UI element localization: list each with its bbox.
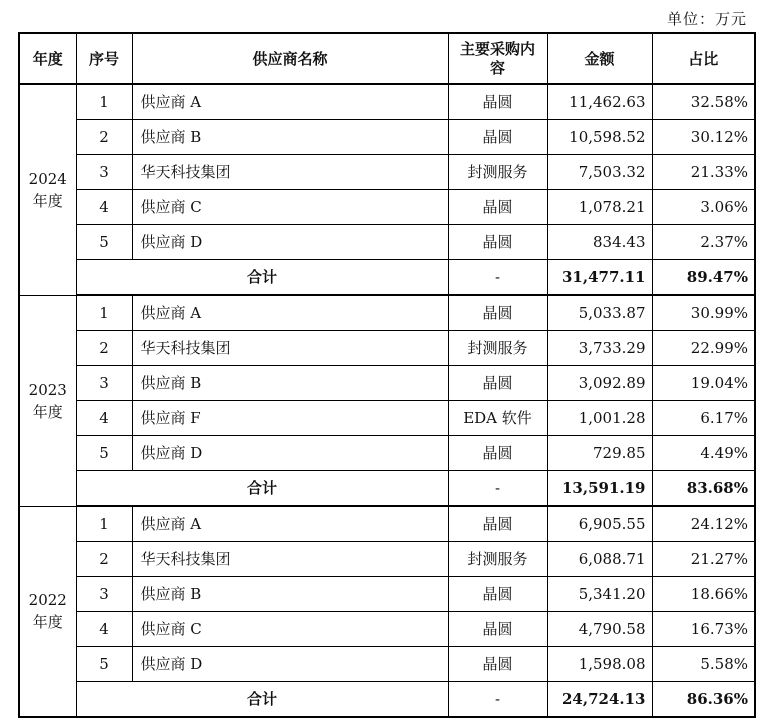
table-row (19, 647, 755, 682)
seq-cell: 4 (76, 612, 132, 647)
total-label: 合计 (76, 471, 448, 507)
content-cell: 晶圆 (448, 120, 547, 155)
amount-cell: 3,092.89 (547, 366, 652, 401)
total-row (19, 682, 755, 718)
total-content: - (448, 682, 547, 718)
content-cell: 晶圆 (448, 295, 547, 331)
supplier-name-cell: 供应商 B (132, 577, 448, 612)
header-year: 年度 (19, 33, 76, 84)
content-cell: 晶圆 (448, 577, 547, 612)
table-row (19, 506, 755, 542)
ratio-cell: 32.58% (652, 84, 755, 120)
content-cell: 封测服务 (448, 331, 547, 366)
supplier-name-cell: 供应商 D (132, 225, 448, 260)
amount-cell: 834.43 (547, 225, 652, 260)
total-ratio: 83.68% (652, 471, 755, 507)
amount-cell: 6,088.71 (547, 542, 652, 577)
seq-cell: 1 (76, 295, 132, 331)
content-cell: 晶圆 (448, 84, 547, 120)
seq-cell: 2 (76, 542, 132, 577)
amount-cell: 1,001.28 (547, 401, 652, 436)
ratio-cell: 30.99% (652, 295, 755, 331)
supplier-name-cell: 供应商 D (132, 436, 448, 471)
seq-cell: 3 (76, 577, 132, 612)
seq-cell: 3 (76, 366, 132, 401)
supplier-table (18, 32, 756, 718)
year-cell: 2022年度 (19, 506, 76, 717)
seq-cell: 2 (76, 331, 132, 366)
ratio-cell: 22.99% (652, 331, 755, 366)
ratio-cell: 3.06% (652, 190, 755, 225)
total-ratio: 86.36% (652, 682, 755, 718)
amount-cell: 11,462.63 (547, 84, 652, 120)
seq-cell: 5 (76, 436, 132, 471)
table-row (19, 225, 755, 260)
seq-cell: 5 (76, 647, 132, 682)
amount-cell: 4,790.58 (547, 612, 652, 647)
header-supplier: 供应商名称 (132, 33, 448, 84)
total-row (19, 260, 755, 296)
amount-cell: 1,598.08 (547, 647, 652, 682)
amount-cell: 5,341.20 (547, 577, 652, 612)
header-amount: 金额 (547, 33, 652, 84)
ratio-cell: 18.66% (652, 577, 755, 612)
ratio-cell: 24.12% (652, 506, 755, 542)
content-cell: 晶圆 (448, 647, 547, 682)
content-cell: EDA 软件 (448, 401, 547, 436)
total-label: 合计 (76, 682, 448, 718)
content-cell: 晶圆 (448, 225, 547, 260)
table-row (19, 120, 755, 155)
ratio-cell: 5.58% (652, 647, 755, 682)
table-row (19, 84, 755, 120)
year-group-2022 (19, 506, 755, 717)
header-seq: 序号 (76, 33, 132, 84)
total-amount: 24,724.13 (547, 682, 652, 718)
seq-cell: 4 (76, 401, 132, 436)
year-cell: 2024年度 (19, 84, 76, 295)
total-content: - (448, 471, 547, 507)
unit-note: 单位：万元 (666, 10, 747, 28)
year-cell: 2023年度 (19, 295, 76, 506)
ratio-cell: 21.33% (652, 155, 755, 190)
supplier-name-cell: 供应商 A (132, 506, 448, 542)
seq-cell: 2 (76, 120, 132, 155)
ratio-cell: 6.17% (652, 401, 755, 436)
supplier-name-cell: 华天科技集团 (132, 331, 448, 366)
amount-cell: 729.85 (547, 436, 652, 471)
ratio-cell: 2.37% (652, 225, 755, 260)
table-row (19, 190, 755, 225)
content-cell: 晶圆 (448, 366, 547, 401)
header-ratio: 占比 (652, 33, 755, 84)
seq-cell: 4 (76, 190, 132, 225)
supplier-name-cell: 供应商 C (132, 612, 448, 647)
table-row (19, 295, 755, 331)
supplier-name-cell: 供应商 D (132, 647, 448, 682)
table-row (19, 612, 755, 647)
ratio-cell: 30.12% (652, 120, 755, 155)
total-amount: 31,477.11 (547, 260, 652, 296)
content-cell: 晶圆 (448, 612, 547, 647)
supplier-name-cell: 供应商 A (132, 84, 448, 120)
table-row (19, 331, 755, 366)
table-row (19, 577, 755, 612)
content-cell: 封测服务 (448, 155, 547, 190)
header-content: 主要采购内容 (448, 33, 547, 84)
total-row (19, 471, 755, 507)
table-row (19, 436, 755, 471)
total-ratio: 89.47% (652, 260, 755, 296)
supplier-name-cell: 华天科技集团 (132, 155, 448, 190)
content-cell: 晶圆 (448, 506, 547, 542)
amount-cell: 6,905.55 (547, 506, 652, 542)
seq-cell: 3 (76, 155, 132, 190)
table-row (19, 366, 755, 401)
content-cell: 封测服务 (448, 542, 547, 577)
seq-cell: 5 (76, 225, 132, 260)
ratio-cell: 16.73% (652, 612, 755, 647)
amount-cell: 10,598.52 (547, 120, 652, 155)
seq-cell: 1 (76, 506, 132, 542)
supplier-name-cell: 华天科技集团 (132, 542, 448, 577)
ratio-cell: 19.04% (652, 366, 755, 401)
ratio-cell: 4.49% (652, 436, 755, 471)
amount-cell: 5,033.87 (547, 295, 652, 331)
amount-cell: 7,503.32 (547, 155, 652, 190)
total-label: 合计 (76, 260, 448, 296)
supplier-name-cell: 供应商 F (132, 401, 448, 436)
ratio-cell: 21.27% (652, 542, 755, 577)
table-row (19, 401, 755, 436)
amount-cell: 3,733.29 (547, 331, 652, 366)
supplier-name-cell: 供应商 B (132, 120, 448, 155)
header-row (19, 33, 755, 84)
supplier-name-cell: 供应商 C (132, 190, 448, 225)
supplier-name-cell: 供应商 B (132, 366, 448, 401)
seq-cell: 1 (76, 84, 132, 120)
table-row (19, 155, 755, 190)
total-amount: 13,591.19 (547, 471, 652, 507)
content-cell: 晶圆 (448, 436, 547, 471)
content-cell: 晶圆 (448, 190, 547, 225)
total-content: - (448, 260, 547, 296)
table-row (19, 542, 755, 577)
supplier-name-cell: 供应商 A (132, 295, 448, 331)
year-group-2024 (19, 84, 755, 295)
year-group-2023 (19, 295, 755, 506)
amount-cell: 1,078.21 (547, 190, 652, 225)
